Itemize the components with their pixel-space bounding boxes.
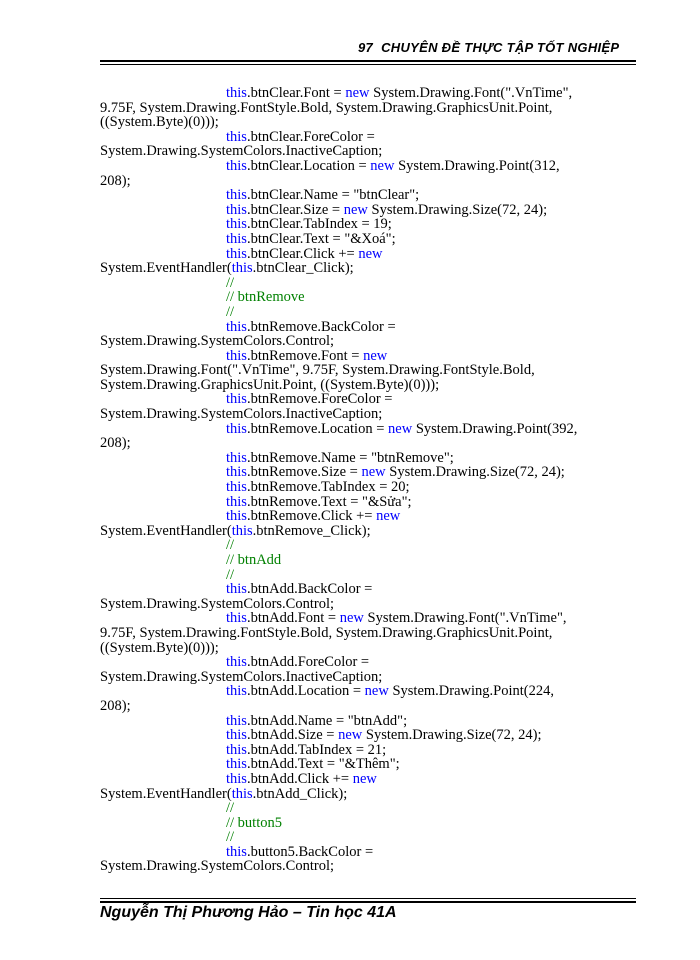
code-text: System.Drawing.Font(".VnTime", 9.75F, System.Drawing.FontStyle.Bold, <box>100 362 535 379</box>
code-keyword: new <box>376 508 401 525</box>
code-keyword: this <box>226 157 247 174</box>
code-line <box>100 728 640 743</box>
code-text: .btnAdd.Size = <box>246 727 339 744</box>
code-keyword: new <box>361 464 386 481</box>
code-line <box>100 816 640 831</box>
code-line <box>100 247 640 262</box>
code-keyword: this <box>226 654 247 671</box>
code-text: System.Drawing.SystemColors.Control; <box>100 858 335 875</box>
code-line <box>100 465 640 480</box>
code-comment: // <box>226 800 235 817</box>
footer-rule-thick <box>100 901 636 903</box>
code-text: System.EventHandler( <box>100 522 232 539</box>
code-line <box>100 655 640 670</box>
code-line <box>100 101 640 116</box>
code-keyword: new <box>338 727 363 744</box>
code-keyword: this <box>231 260 253 277</box>
code-text: .btnClear.Size = <box>246 201 344 218</box>
code-text: 208); <box>100 697 131 714</box>
code-text: .btnAdd_Click); <box>252 785 348 802</box>
code-line <box>100 378 640 393</box>
code-keyword: this <box>226 712 247 729</box>
code-keyword: this <box>226 187 247 204</box>
code-text: .btnClear_Click); <box>252 260 354 277</box>
code-text: System.Drawing.SystemColors.InactiveCaption; <box>100 406 383 423</box>
code-line <box>100 217 640 232</box>
code-line <box>100 597 640 612</box>
code-text: .button5.BackColor = <box>246 843 374 860</box>
code-line <box>100 714 640 729</box>
code-comment: // <box>226 303 235 320</box>
code-text: .btnAdd.Click += <box>246 770 353 787</box>
code-keyword: new <box>345 85 370 101</box>
code-keyword: this <box>226 201 247 218</box>
code-text: System.Drawing.Font(".VnTime", <box>363 610 567 627</box>
code-text: .btnAdd.Name = "btnAdd"; <box>246 712 408 729</box>
code-keyword: new <box>370 157 395 174</box>
code-line <box>100 261 640 276</box>
code-keyword: new <box>343 201 368 218</box>
code-keyword: this <box>231 522 253 539</box>
code-keyword: this <box>226 85 247 101</box>
code-text: System.Drawing.SystemColors.Control; <box>100 333 335 350</box>
code-text: System.Drawing.Size(72, 24); <box>362 727 542 744</box>
code-text: .btnRemove.BackColor = <box>246 318 396 335</box>
code-comment: // button5 <box>226 814 282 831</box>
code-text: .btnClear.Font = <box>246 85 346 101</box>
code-text: System.Drawing.SystemColors.InactiveCaption; <box>100 668 383 685</box>
code-keyword: this <box>226 581 247 598</box>
code-line <box>100 422 640 437</box>
code-line <box>100 159 640 174</box>
code-keyword: new <box>388 420 413 437</box>
code-text: .btnRemove.Click += <box>246 508 377 525</box>
code-text: .btnAdd.TabIndex = 21; <box>246 741 387 758</box>
code-line <box>100 859 640 874</box>
code-line <box>100 203 640 218</box>
code-text: 9.75F, System.Drawing.FontStyle.Bold, System.Drawing.GraphicsUnit.Point, <box>100 624 553 641</box>
code-text: .btnClear.TabIndex = 19; <box>246 216 392 233</box>
page-number: 97 <box>358 40 374 55</box>
footer-author: Nguyễn Thị Phương Hảo – Tin học 41A <box>100 904 397 921</box>
code-line <box>100 392 640 407</box>
code-comment: // btnRemove <box>226 289 305 306</box>
code-keyword: this <box>231 785 253 802</box>
code-keyword: this <box>226 683 247 700</box>
code-keyword: new <box>363 347 388 364</box>
code-comment: // btnAdd <box>226 552 282 568</box>
header-title: CHUYÊN ĐỀ THỰC TẬP TỐT NGHIỆP <box>381 40 620 55</box>
code-line <box>100 115 640 130</box>
footer-rule-thin <box>100 898 636 899</box>
code-line <box>100 801 640 816</box>
code-line <box>100 407 640 422</box>
code-line <box>100 524 640 539</box>
code-text: 9.75F, System.Drawing.FontStyle.Bold, System.Drawing.GraphicsUnit.Point, <box>100 99 553 116</box>
code-keyword: this <box>226 216 247 233</box>
code-text: .btnRemove.Font = <box>246 347 364 364</box>
code-keyword: this <box>226 610 247 627</box>
code-line <box>100 480 640 495</box>
code-line <box>100 334 640 349</box>
code-text: System.Drawing.Point(312, <box>394 157 560 174</box>
code-line <box>100 451 640 466</box>
code-line <box>100 290 640 305</box>
code-text: System.Drawing.Font(".VnTime", <box>369 85 573 101</box>
code-keyword: this <box>226 493 247 510</box>
code-line <box>100 305 640 320</box>
code-comment: // <box>226 537 235 554</box>
code-text: .btnRemove.Size = <box>246 464 362 481</box>
code-keyword: new <box>358 245 383 262</box>
code-text: .btnRemove_Click); <box>252 522 371 539</box>
code-line <box>100 568 640 583</box>
code-line <box>100 684 640 699</box>
page-header <box>100 38 636 60</box>
code-block <box>100 86 640 874</box>
code-line <box>100 86 640 101</box>
code-text: .btnRemove.Location = <box>246 420 389 437</box>
code-text: .btnAdd.ForeColor = <box>246 654 370 671</box>
code-line <box>100 772 640 787</box>
code-text: .btnClear.Name = "btnClear"; <box>246 187 420 204</box>
code-line <box>100 130 640 145</box>
code-line <box>100 699 640 714</box>
code-line <box>100 538 640 553</box>
code-keyword: this <box>226 741 247 758</box>
code-keyword: this <box>226 245 247 262</box>
code-comment: // <box>226 566 235 583</box>
code-text: .btnAdd.BackColor = <box>246 581 373 598</box>
code-text: .btnClear.ForeColor = <box>246 128 375 145</box>
code-line <box>100 276 640 291</box>
code-text: .btnAdd.Text = "&Thêm"; <box>246 756 400 773</box>
code-keyword: this <box>226 727 247 744</box>
code-line <box>100 626 640 641</box>
code-line <box>100 349 640 364</box>
code-text: 208); <box>100 172 131 189</box>
code-text: System.Drawing.Size(72, 24); <box>385 464 565 481</box>
code-line <box>100 611 640 626</box>
code-keyword: new <box>339 610 364 627</box>
code-text: .btnAdd.Location = <box>246 683 365 700</box>
code-line <box>100 641 640 656</box>
code-keyword: this <box>226 843 247 860</box>
code-line <box>100 553 640 568</box>
code-text: System.Drawing.Point(392, <box>412 420 578 437</box>
code-keyword: this <box>226 479 247 496</box>
code-keyword: this <box>226 449 247 466</box>
code-line <box>100 188 640 203</box>
code-keyword: this <box>226 391 247 408</box>
code-line <box>100 743 640 758</box>
code-keyword: this <box>226 230 247 247</box>
header-rule-thick <box>100 60 636 62</box>
code-line <box>100 495 640 510</box>
code-line <box>100 582 640 597</box>
code-text: System.Drawing.GraphicsUnit.Point, ((System.Byte)(0))); <box>100 376 440 393</box>
code-text: System.Drawing.SystemColors.Control; <box>100 595 335 612</box>
code-keyword: this <box>226 770 247 787</box>
code-keyword: this <box>226 347 247 364</box>
code-keyword: this <box>226 508 247 525</box>
code-comment: // <box>226 829 235 846</box>
code-comment: // <box>226 274 235 291</box>
code-line <box>100 320 640 335</box>
code-keyword: this <box>226 318 247 335</box>
code-keyword: this <box>226 128 247 145</box>
code-text: System.Drawing.Point(224, <box>388 683 554 700</box>
code-line <box>100 144 640 159</box>
code-line <box>100 436 640 451</box>
code-text: .btnRemove.Text = "&Sửa"; <box>246 493 412 510</box>
header-rule-thin <box>100 64 636 65</box>
code-line <box>100 670 640 685</box>
code-line <box>100 845 640 860</box>
code-keyword: new <box>352 770 377 787</box>
code-text: .btnRemove.Name = "btnRemove"; <box>246 449 454 466</box>
code-keyword: this <box>226 464 247 481</box>
code-text: .btnClear.Text = "&Xoá"; <box>246 230 396 247</box>
code-line <box>100 232 640 247</box>
code-text: System.Drawing.SystemColors.InactiveCaption; <box>100 143 383 160</box>
code-text: .btnRemove.TabIndex = 20; <box>246 479 410 496</box>
code-text: ((System.Byte)(0))); <box>100 114 219 131</box>
code-line <box>100 363 640 378</box>
code-text: .btnClear.Click += <box>246 245 359 262</box>
code-text: .btnClear.Location = <box>246 157 371 174</box>
code-line <box>100 787 640 802</box>
code-line <box>100 757 640 772</box>
code-text: ((System.Byte)(0))); <box>100 639 219 656</box>
code-text: .btnAdd.Font = <box>246 610 340 627</box>
code-text: 208); <box>100 435 131 452</box>
code-keyword: this <box>226 420 247 437</box>
code-text: .btnRemove.ForeColor = <box>246 391 393 408</box>
code-line <box>100 830 640 845</box>
header-text <box>358 40 619 55</box>
code-line <box>100 509 640 524</box>
code-line <box>100 174 640 189</box>
code-text: System.EventHandler( <box>100 785 232 802</box>
code-keyword: new <box>364 683 389 700</box>
code-keyword: this <box>226 756 247 773</box>
code-text: System.EventHandler( <box>100 260 232 277</box>
code-text: System.Drawing.Size(72, 24); <box>367 201 548 218</box>
